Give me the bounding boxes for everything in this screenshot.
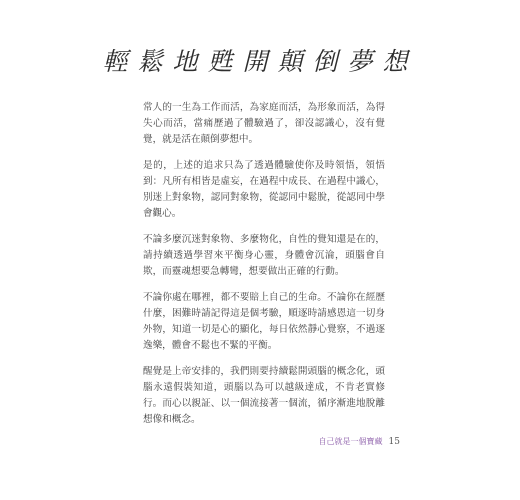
paragraph: 常人的一生為工作而活，為家庭而活，為形象而活，為得失心而活，當痛歷過了體驗過了，卻沒認識心，沒有覺覺，就是活在顛倒夢想中。 [143, 102, 385, 145]
paragraph: 不論多麼沉迷對象物、多麼物化，自性的覺知還是在的，請持續透過學習來平衡身心靈，身體會沉淪，頭腦會自欺，而靈魂想要急轉彎，想要做出正確的行動。 [143, 234, 385, 277]
paragraph: 是的，上述的追求只為了透過體驗使你及時領悟，領悟到：凡所有相皆是虛妄，在過程中成長、在過程中識心，別迷上對象物，認同對象物，從認同中鬆脫，從認同中學會觀心。 [143, 160, 385, 219]
running-book-title: 自己就是一個寶藏 [318, 437, 383, 446]
page-footer [300, 436, 400, 447]
body-text [143, 100, 385, 438]
chapter-title: 輕鬆地甦開顛倒夢想 [102, 47, 418, 76]
paragraph: 醒覺是上帝安排的，我們則要持續鬆開頭腦的概念化，頭腦永遠假裝知道，頭腦以為可以越級達成，不肯老實修行。而心以親証、以一個流接著一個流，循序漸進地脫離想像和概念。 [143, 366, 385, 425]
paragraph: 不論你處在哪裡，都不要賠上自己的生命。不論你在經歷什麼，困難時請記得這是個考驗，順逐時請感恩這一切身外物，知道一切是心的顯化，每日依然靜心覺察，不過逐逸樂，體會不鬆也不緊的平衡。 [143, 292, 385, 351]
page-number: 15 [388, 437, 400, 447]
